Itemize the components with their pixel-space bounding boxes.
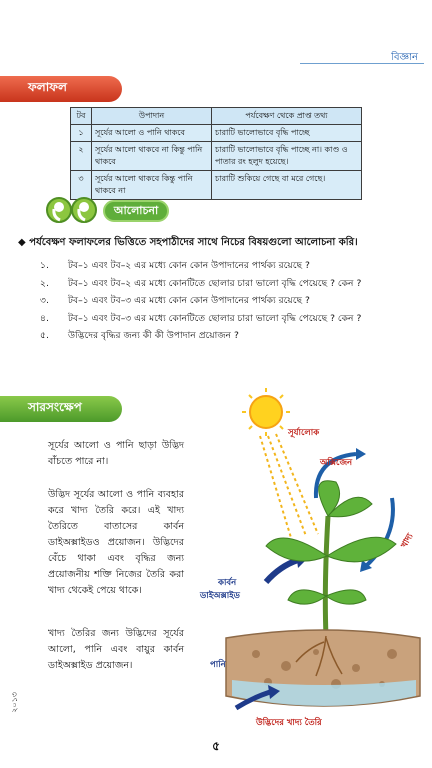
instruction-text: পর্যবেক্ষণ ফলাফলের ভিত্তিতে সহপাঠীদের সাথে নিচের বিষয়গুলো আলোচনা করি। — [29, 237, 358, 248]
question-number: ৫. — [40, 330, 49, 341]
oxygen-label: অক্সিজেন — [320, 458, 353, 468]
table-cell: সূর্যের আলো থাকবে কিন্তু পানি থাকবে না — [92, 171, 212, 200]
question-number: ২. — [40, 277, 49, 289]
sun-icon — [242, 388, 290, 436]
table-header-row — [71, 108, 362, 125]
question-text: টব–১ এবং টব–২ এর মধ্যে কোন কোন উপাদানের পার্থক্য রয়েছে ? — [68, 260, 310, 271]
diamond-bullet-icon: ◆ — [18, 237, 26, 248]
carbon-label: কার্বন — [218, 578, 237, 588]
summary-paragraph: উদ্ভিদ সূর্যের আলো ও পানি ব্যবহার করে খাদ্য তৈরি করে। এই খাদ্য তৈরিতে বাতাসের কার্বন ডাইঅক্সাইডও প্রয়োজন। উদ্ভিদের বেঁচে থাকা এবং বৃদ্ধির জন্য প্রয়োজনীয় শক্তি নিজের তৈরি করা খাদ্য থেকেই পেয়ে থাকে। — [48, 489, 184, 596]
summary-paragraph: সূর্যের আলো ও পানি ছাড়া উদ্ভিদ বাঁচতে পারে না। — [48, 440, 184, 467]
table-row — [71, 171, 362, 200]
table-cell: চারাটি ভালোভাবে বৃদ্ধি পাচ্ছে না। কাণ্ড ও পাতার রং হলুদ হয়েছে। — [212, 142, 362, 171]
discussion-instruction — [18, 235, 418, 252]
sunlight-label: সূর্যালোক — [288, 428, 320, 438]
question-number: ৩. — [40, 295, 49, 306]
water-label: পানি — [210, 660, 226, 670]
plant-food-making-label: উদ্ভিদের খাদ্য তৈরি — [256, 718, 322, 728]
side-number: ২০১৩ — [10, 692, 19, 713]
column-header: পর্যবেক্ষণ থেকে প্রাপ্ত তথ্য — [212, 108, 362, 125]
results-heading: ফলাফল — [0, 76, 122, 102]
question-text: টব–১ এবং টব–২ এর মধ্যে কোনটিতে ছোলার চারা ভালো বৃদ্ধি পেয়েছে ? কেন ? — [68, 277, 362, 289]
food-label: খাদ্য — [399, 532, 416, 550]
table-cell: ১ — [71, 125, 92, 142]
discussion-label: আলোচনা — [103, 200, 169, 222]
question-number: ১. — [40, 260, 49, 271]
carbon-dioxide-label: ডাইঅক্সাইড — [200, 591, 240, 601]
column-header: টব — [71, 108, 92, 125]
summary-paragraph: খাদ্য তৈরির জন্য উদ্ভিদের সূর্যের আলো, পানি এবং বায়ুর কার্বন ডাইঅক্সাইড প্রয়োজন। — [48, 628, 184, 671]
table-cell: সূর্যের আলো থাকবে না কিন্তু পানি থাকবে — [92, 142, 212, 171]
table-cell: ২ — [71, 142, 92, 171]
question-text: টব–১ এবং টব–৩ এর মধ্যে কোন কোন উপাদানের পার্থক্য রয়েছে ? — [68, 295, 310, 306]
question-text: উদ্ভিদের বৃদ্ধির জন্য কী কী উপাদান প্রয়োজন ? — [68, 330, 239, 341]
list-item — [40, 293, 420, 311]
photosynthesis-diagram — [196, 386, 424, 728]
list-item — [40, 258, 420, 276]
table-cell: সূর্যের আলো ও পানি থাকবে — [92, 125, 212, 142]
list-item — [40, 276, 420, 294]
question-number: ৪. — [40, 312, 49, 324]
column-header: উপাদান — [92, 108, 212, 125]
discussion-quote-icon — [44, 193, 104, 227]
table-row — [71, 142, 362, 171]
subject-label: বিজ্ঞান — [391, 52, 418, 63]
summary-heading: সারসংক্ষেপ — [0, 396, 122, 422]
header-divider — [300, 63, 424, 64]
table-cell: চারাটি শুকিয়ে গেছে বা মরে গেছে। — [212, 171, 362, 200]
table-row — [71, 125, 362, 142]
question-list — [40, 258, 420, 346]
table-cell: ৩ — [71, 171, 92, 200]
table-cell: চারাটি ভালোভাবে বৃদ্ধি পাচ্ছে — [212, 125, 362, 142]
carbon-dioxide-arrow — [266, 560, 298, 582]
sunlight-rays — [260, 434, 318, 541]
results-table — [70, 107, 362, 200]
question-text: টব–১ এবং টব–৩ এর মধ্যে কোনটিতে ছোলার চারা ভালো বৃদ্ধি পেয়েছে ? কেন ? — [68, 312, 362, 324]
list-item — [40, 311, 420, 329]
page-number: ৫ — [212, 739, 220, 753]
list-item — [40, 328, 420, 346]
